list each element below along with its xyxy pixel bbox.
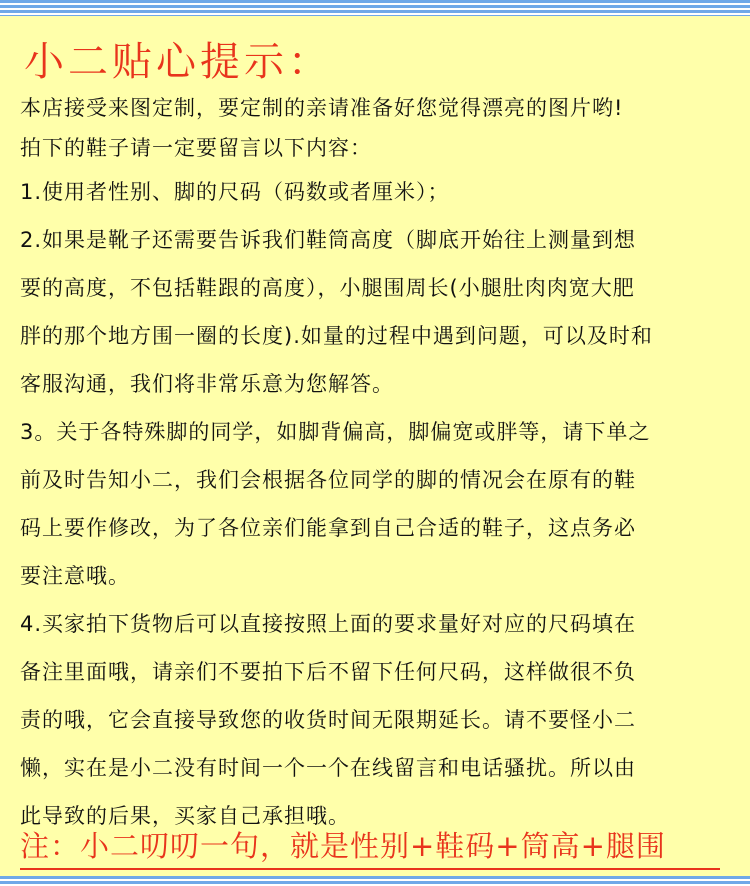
summary-note — [20, 826, 740, 870]
text-line: 1.使用者性别、脚的尺码（码数或者厘米）； — [20, 180, 450, 204]
note-text: 注：小二叨叨一句，就是性别+鞋码+筒高+腿围 — [20, 829, 666, 863]
text-line: 拍下的鞋子请一定要留言以下内容： — [20, 136, 372, 160]
text-line: 责的哦，它会直接导致您的收货时间无限期延长。请不要怪小二 — [20, 708, 636, 732]
text-line: 客服沟通，我们将非常乐意为您解答。 — [20, 372, 394, 396]
text-line: 3。关于各特殊脚的同学，如脚背偏高，脚偏宽或胖等，请下单之 — [20, 420, 651, 444]
text-line: 2.如果是靴子还需要告诉我们鞋筒高度（脚底开始往上测量到想 — [20, 228, 637, 252]
text-line: 胖的那个地方围一圈的长度).如量的过程中遇到问题，可以及时和 — [20, 324, 653, 348]
instruction-text — [20, 88, 730, 840]
text-line: 码上要作修改，为了各位亲们能拿到自己合适的鞋子，这点务必 — [20, 516, 636, 540]
text-line: 懒，实在是小二没有时间一个一个在线留言和电话骚扰。所以由 — [20, 756, 636, 780]
text-line: 要的高度，不包括鞋跟的高度），小腿围周长(小腿肚肉肉宽大肥 — [20, 276, 635, 300]
note-underline — [20, 868, 720, 870]
text-line: 前及时告知小二，我们会根据各位同学的脚的情况会在原有的鞋 — [20, 468, 636, 492]
text-line: 备注里面哦，请亲们不要拍下后不留下任何尺码，这样做很不负 — [20, 660, 636, 684]
text-line: 此导致的后果，买家自己承担哦。 — [20, 804, 350, 828]
top-stripe — [0, 0, 750, 16]
page-title: 小二贴心提示： — [24, 39, 332, 85]
text-line: 4.买家拍下货物后可以直接按照上面的要求量好对应的尺码填在 — [20, 612, 637, 636]
text-line: 要注意哦。 — [20, 564, 130, 588]
bottom-stripe — [0, 876, 750, 886]
text-line: 本店接受来图定制，要定制的亲请准备好您觉得漂亮的图片哟! — [20, 96, 624, 120]
